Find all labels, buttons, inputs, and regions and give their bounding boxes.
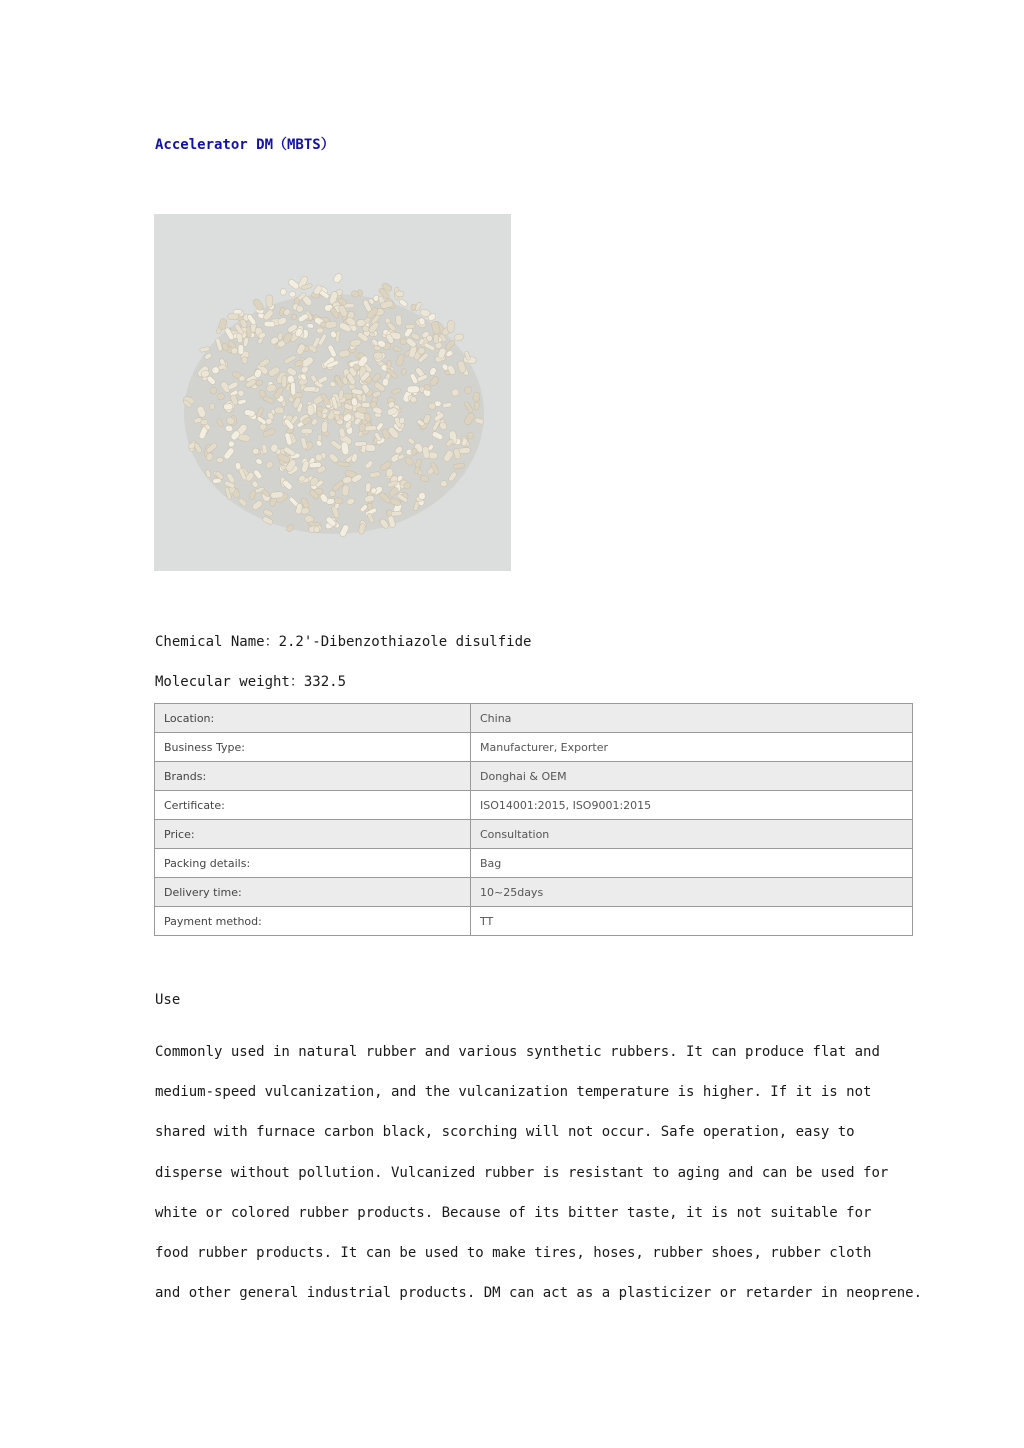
spec-row bbox=[155, 791, 913, 820]
molecular-weight: Molecular weight：332.5 bbox=[155, 674, 347, 690]
use-line: Commonly used in natural rubber and various synthetic rubbers. It can produce flat and bbox=[155, 1044, 880, 1060]
spec-value: TT bbox=[471, 907, 913, 936]
spec-key: Brands: bbox=[155, 762, 471, 791]
spec-row bbox=[155, 733, 913, 762]
spec-key: Certificate: bbox=[155, 791, 471, 820]
page-title: Accelerator DM（MBTS） bbox=[155, 137, 335, 153]
spec-key: Delivery time: bbox=[155, 878, 471, 907]
spec-value: Manufacturer, Exporter bbox=[471, 733, 913, 762]
spec-key: Price: bbox=[155, 820, 471, 849]
spec-value: Donghai & OEM bbox=[471, 762, 913, 791]
spec-value: 10~25days bbox=[471, 878, 913, 907]
spec-key: Business Type: bbox=[155, 733, 471, 762]
product-granules-photo bbox=[154, 214, 511, 571]
spec-table bbox=[154, 703, 913, 936]
chemical-name: Chemical Name：2.2'-Dibenzothiazole disulfide bbox=[155, 634, 532, 650]
use-line: and other general industrial products. DM can act as a plasticizer or retarder in neoprene. bbox=[155, 1285, 923, 1302]
use-heading: Use bbox=[155, 992, 181, 1008]
spec-row bbox=[155, 820, 913, 849]
spec-row bbox=[155, 878, 913, 907]
spec-row bbox=[155, 762, 913, 791]
spec-key: Payment method: bbox=[155, 907, 471, 936]
use-paragraph bbox=[155, 1032, 923, 1313]
spec-value: China bbox=[471, 704, 913, 733]
spec-value: ISO14001:2015, ISO9001:2015 bbox=[471, 791, 913, 820]
spec-value: Consultation bbox=[471, 820, 913, 849]
spec-row bbox=[155, 907, 913, 936]
use-line: food rubber products. It can be used to make tires, hoses, rubber shoes, rubber cloth bbox=[155, 1244, 872, 1261]
use-line: white or colored rubber products. Because of its bitter taste, it is not suitable for bbox=[155, 1204, 872, 1221]
spec-value: Bag bbox=[471, 849, 913, 878]
spec-row bbox=[155, 849, 913, 878]
spec-row bbox=[155, 704, 913, 733]
spec-key: Packing details: bbox=[155, 849, 471, 878]
use-line: shared with furnace carbon black, scorching will not occur. Safe operation, easy to bbox=[155, 1124, 855, 1141]
spec-key: Location: bbox=[155, 704, 471, 733]
use-line: medium-speed vulcanization, and the vulcanization temperature is higher. If it is not bbox=[155, 1084, 872, 1101]
use-line: disperse without pollution. Vulcanized rubber is resistant to aging and can be used for bbox=[155, 1164, 889, 1181]
